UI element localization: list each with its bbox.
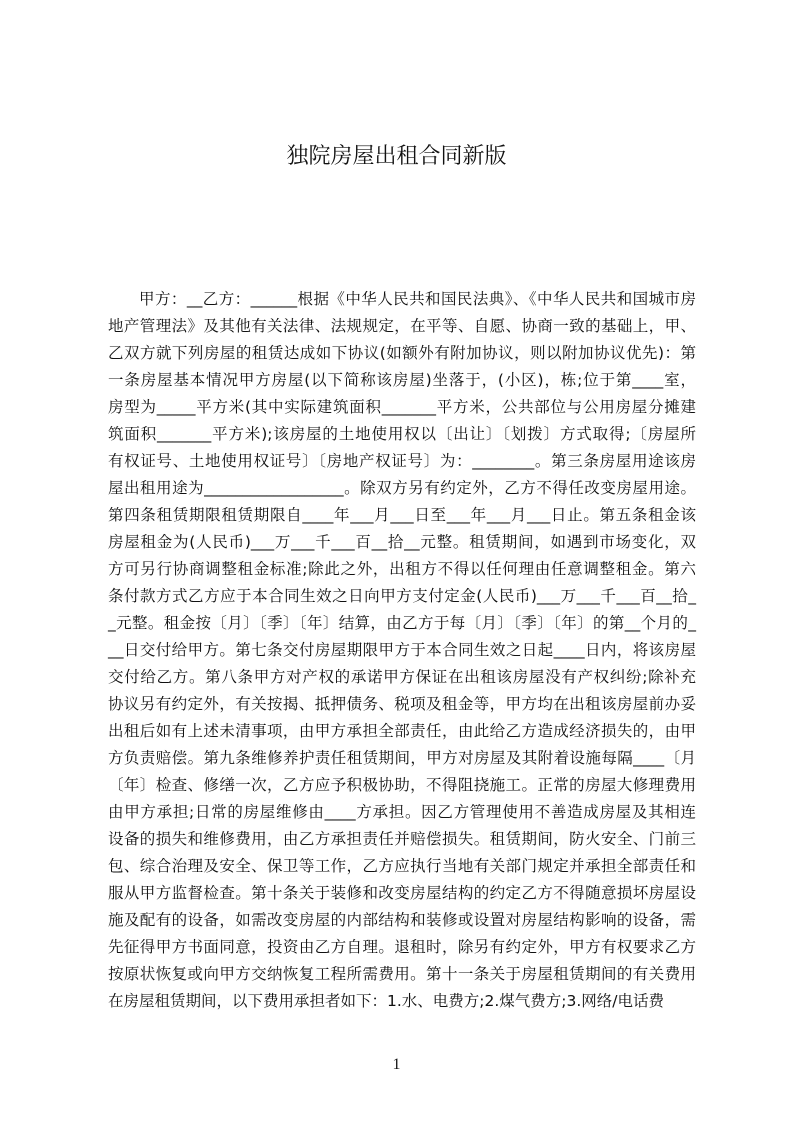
- document-title: 独院房屋出租合同新版: [286, 144, 507, 169]
- body-line: 筑面积_______平方米);该房屋的土地使用权以〔出让〕〔划拨〕方式取得;〔房屋所: [108, 425, 696, 443]
- body-line: 房屋租金为(人民币)___万___千___百__拾__元整。租赁期间，如遇到市场变化，双: [108, 533, 696, 551]
- body-line: 条付款方式乙方应于本合同生效之日向甲方支付定金(人民币)___万___千___百__拾_: [108, 587, 696, 605]
- body-line: 服从甲方监督检查。第十条关于装修和改变房屋结构的约定乙方不得随意损坏房屋设: [108, 884, 696, 902]
- body-line: 按原状恢复或向甲方交纳恢复工程所需费用。第十一条关于房屋租赁期间的有关费用: [108, 965, 696, 983]
- body-line: 方可另行协商调整租金标准;除此之外，出租方不得以任何理由任意调整租金。第六: [108, 560, 696, 578]
- body-line: 由甲方承担;日常的房屋维修由____方承担。因乙方管理使用不善造成房屋及其相连: [108, 803, 696, 821]
- body-line: 交付给乙方。第八条甲方对产权的承诺甲方保证在出租该房屋没有产权纠纷;除补充: [108, 668, 696, 686]
- body-line: 有权证号、土地使用权证号〕〔房地产权证号〕为：________。第三条房屋用途该房: [108, 452, 696, 470]
- body-line: __日交付给甲方。第七条交付房屋期限甲方于本合同生效之日起____日内，将该房屋: [108, 641, 696, 659]
- contract-body: [108, 286, 696, 1015]
- body-line: 〔年〕检查、修缮一次，乙方应予积极协助，不得阻挠施工。正常的房屋大修理费用: [108, 776, 696, 794]
- body-line: 房型为_____平方米(其中实际建筑面积_______平方米，公共部位与公用房屋分摊建: [108, 398, 696, 416]
- body-line: 施及配有的设备，如需改变房屋的内部结构和装修或设置对房屋结构影响的设备，需: [108, 911, 696, 929]
- body-line: 一条房屋基本情况甲方房屋(以下简称该房屋)坐落于，(小区)，栋;位于第____室，: [108, 371, 696, 389]
- body-line: 先征得甲方书面同意，投资由乙方自理。退租时，除另有约定外，甲方有权要求乙方: [108, 938, 696, 956]
- body-line: 第四条租赁期限租赁期限自____年___月___日至___年___月___日止。第五条租金该: [108, 506, 696, 524]
- body-line: 地产管理法》及其他有关法律、法规规定，在平等、自愿、协商一致的基础上，甲、: [108, 317, 696, 335]
- body-line: 协议另有约定外，有关按揭、抵押债务、税项及租金等，甲方均在出租该房屋前办妥: [108, 695, 696, 713]
- body-line: 包、综合治理及安全、保卫等工作，乙方应执行当地有关部门规定并承担全部责任和: [108, 857, 696, 875]
- body-line: 屋出租用途为__________________。除双方另有约定外，乙方不得任改变房屋用途。: [108, 479, 696, 497]
- page-number: 1: [392, 1056, 401, 1073]
- body-line: 方负责赔偿。第九条维修养护责任租赁期间，甲方对房屋及其附着设施每隔____〔月: [108, 749, 696, 767]
- body-line: 在房屋租赁期间，以下费用承担者如下：1.水、电费方;2.煤气费方;3.网络/电话费: [108, 992, 665, 1010]
- body-line: 乙双方就下列房屋的租赁达成如下协议(如额外有附加协议，则以附加协议优先)：第: [108, 344, 696, 362]
- body-line: 出租后如有上述未清事项，由甲方承担全部责任，由此给乙方造成经济损失的，由甲: [108, 722, 696, 740]
- body-line: 甲方：__乙方：______根据《中华人民共和国民法典》、《中华人民共和国城市房: [139, 290, 696, 308]
- body-line: _元整。租金按〔月〕〔季〕〔年〕结算，由乙方于每〔月〕〔季〕〔年〕的第__个月的_: [108, 614, 696, 632]
- body-line: 设备的损失和维修费用，由乙方承担责任并赔偿损失。租赁期间，防火安全、门前三: [108, 830, 696, 848]
